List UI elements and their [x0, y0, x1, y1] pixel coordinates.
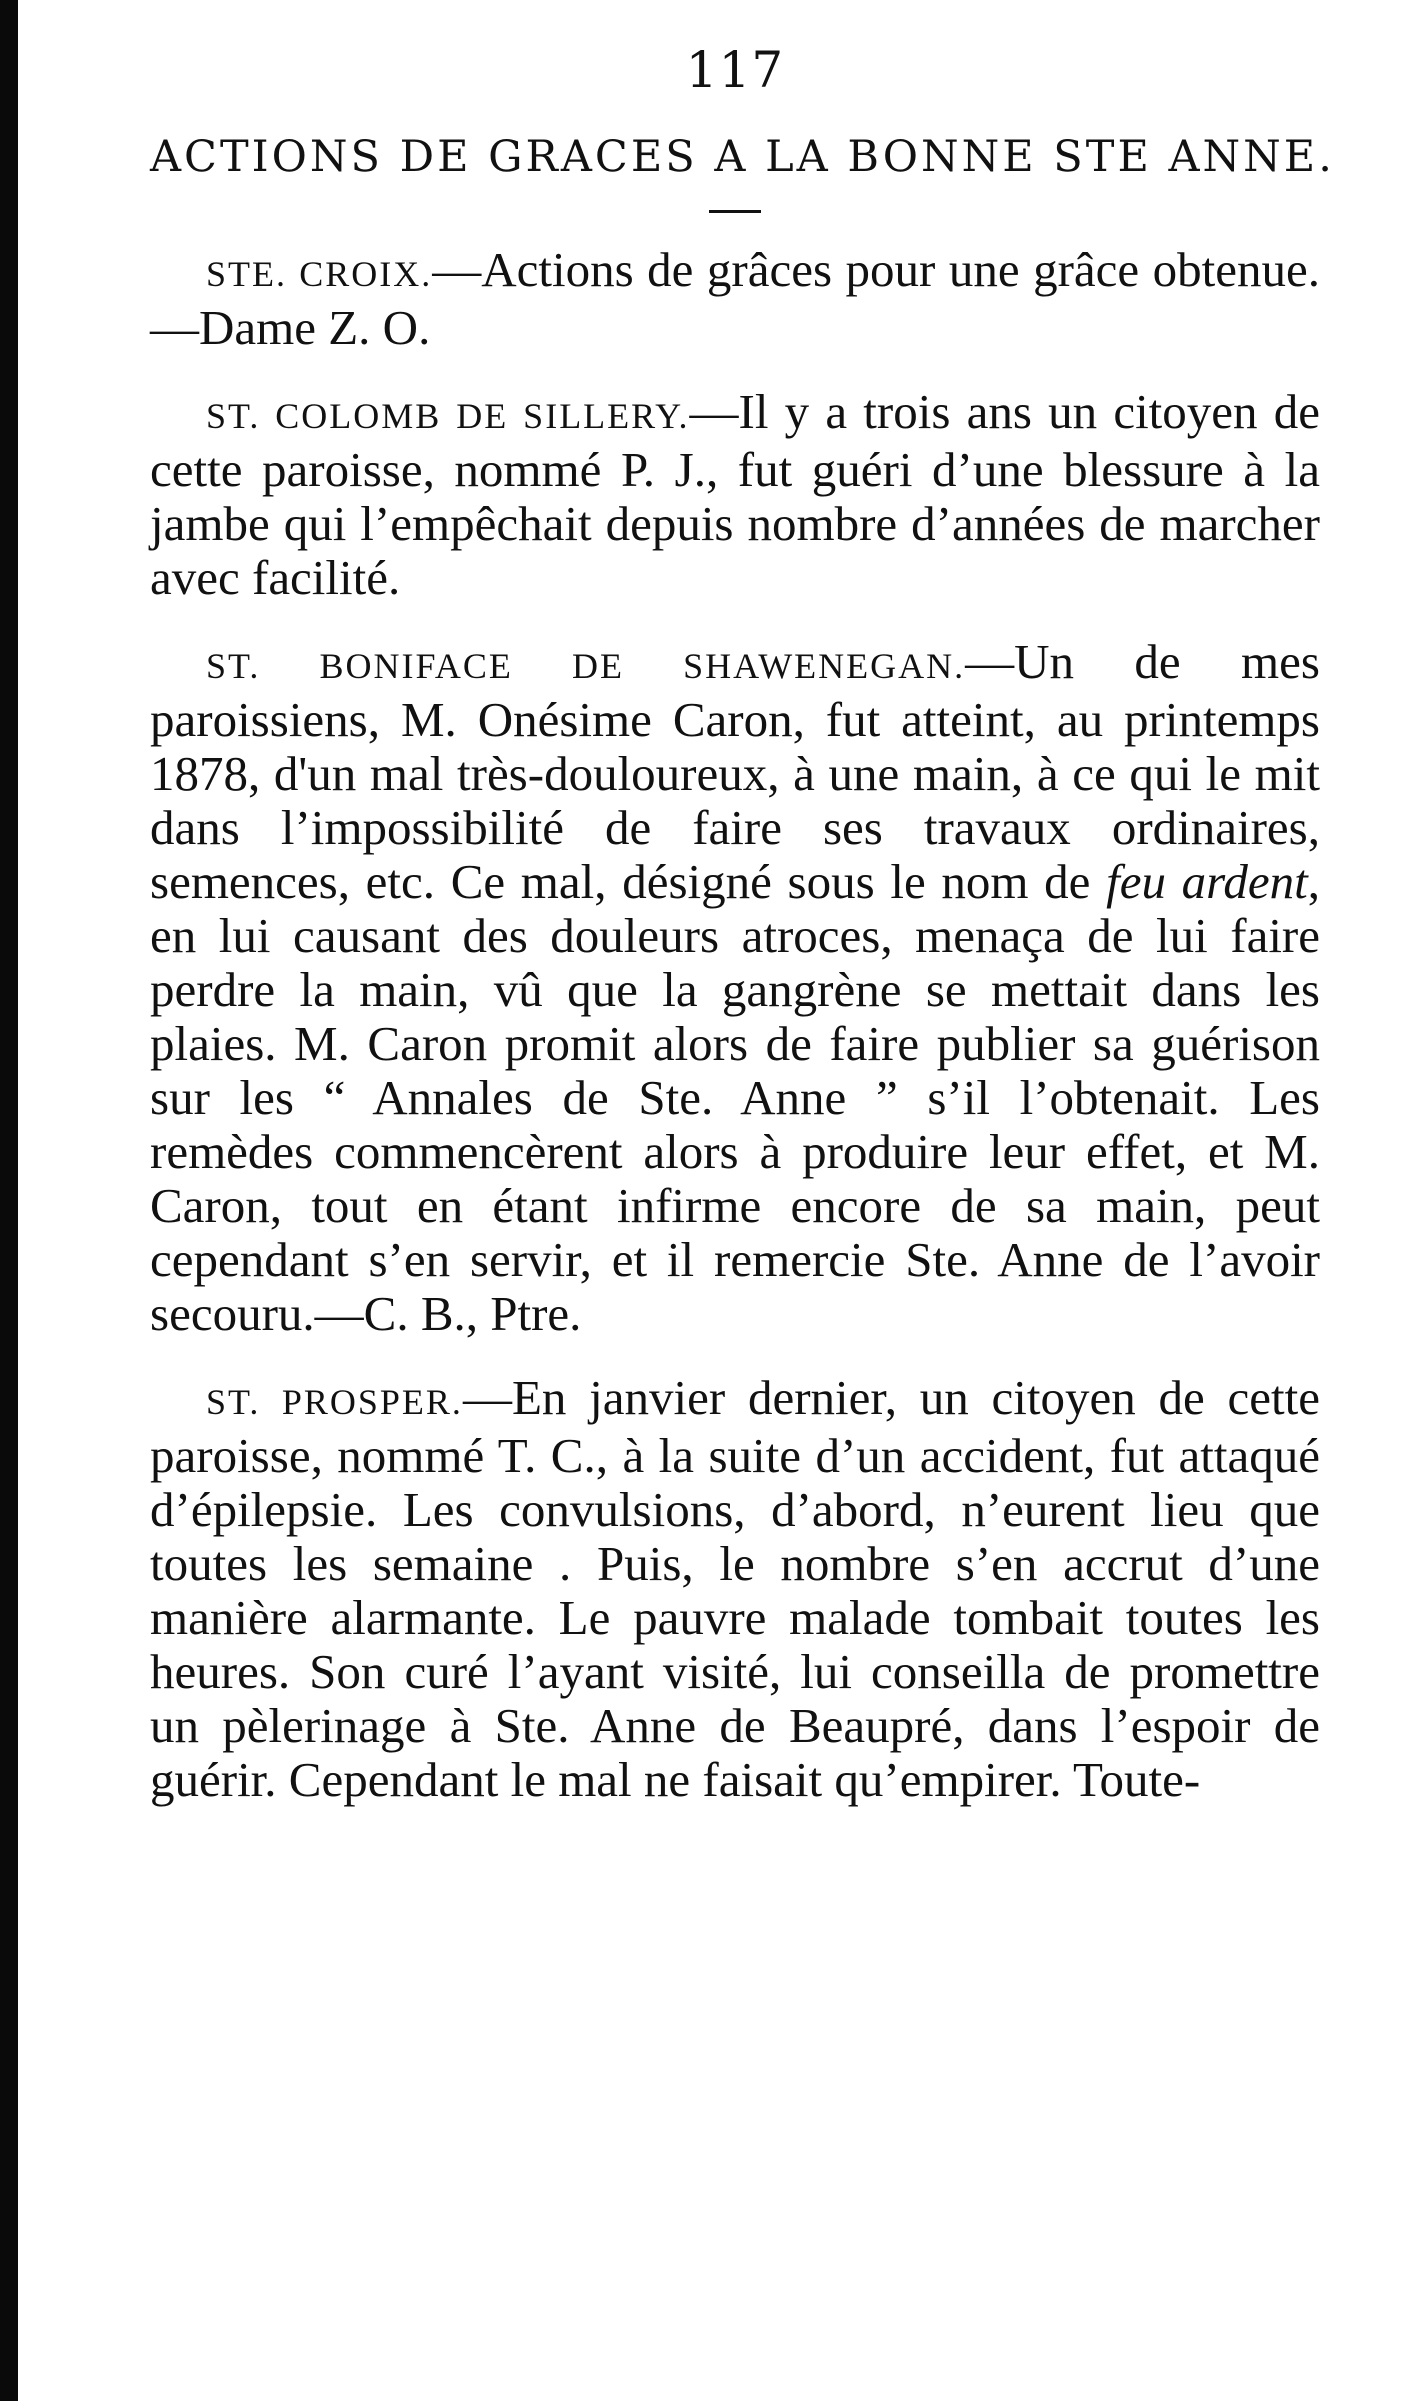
entry-st-boniface: [150, 635, 1320, 1341]
entry-text: —Un de mes paroissiens, M. Onésime Caron, fut atteint, au printemps 1878, d'un mal très-douloureux, à une main, à ce qui le mit dans l’impossibilité de faire ses travaux ordinaires, semences, etc. Ce mal, désigné sous le nom de: [150, 634, 1320, 909]
entry-place: ST. PROSPER.: [206, 1382, 463, 1422]
entry-st-colomb: [150, 385, 1320, 605]
section-title: ACTIONS DE GRACES A LA BONNE STE ANNE.: [150, 132, 1335, 182]
entry-italic-term: feu ardent: [1106, 854, 1308, 909]
book-page: [150, 40, 1335, 1837]
entry-text-continued: , en lui causant des douleurs atroces, menaça de lui faire perdre la main, vû que la gangrène se mettait dans les plaies. M. Caron promit alors de faire publier sa guérison sur les “ Annales de Ste. Anne ” s’il l’obtenait. Les remèdes commencèrent alors à produire leur effet, et M. Caron, tout en étant infirme encore de sa main, peut cependant s’en servir, et il remercie Ste. Anne de l’avoir secouru.—C. B., Ptre.: [150, 854, 1320, 1341]
entry-place: ST. COLOMB DE SILLERY.: [206, 396, 690, 436]
entry-place: STE. CROIX.: [206, 254, 433, 294]
title-divider: [709, 210, 761, 213]
page-number: 117: [685, 41, 785, 99]
entry-text: —Il y a trois ans un citoyen de cette paroisse, nommé P. J., fut guéri d’une blessure à la jambe qui l’empêchait depuis nombre d’années de marcher avec facilité.: [150, 384, 1320, 605]
book-spine-edge: [0, 0, 18, 2401]
entry-st-prosper: [150, 1371, 1320, 1807]
entry-place: ST. BONIFACE DE SHAWENEGAN.: [206, 646, 966, 686]
entry-ste-croix: [150, 243, 1320, 355]
entry-text: —En janvier dernier, un citoyen de cette paroisse, nommé T. C., à la suite d’un accident, fut attaqué d’épilepsie. Les convulsions, d’abord, n’eurent lieu que toutes les semaine . Puis, le nombre s’en accrut d’une manière alarmante. Le pauvre malade tombait toutes les heures. Son curé l’ayant visité, lui conseilla de promettre un pèlerinage à Ste. Anne de Beaupré, dans l’espoir de guérir. Cependant le mal ne faisait qu’empirer. Toute-: [150, 1370, 1320, 1807]
entry-text: —Actions de grâces pour une grâce obtenue.—Dame Z. O.: [150, 242, 1320, 355]
